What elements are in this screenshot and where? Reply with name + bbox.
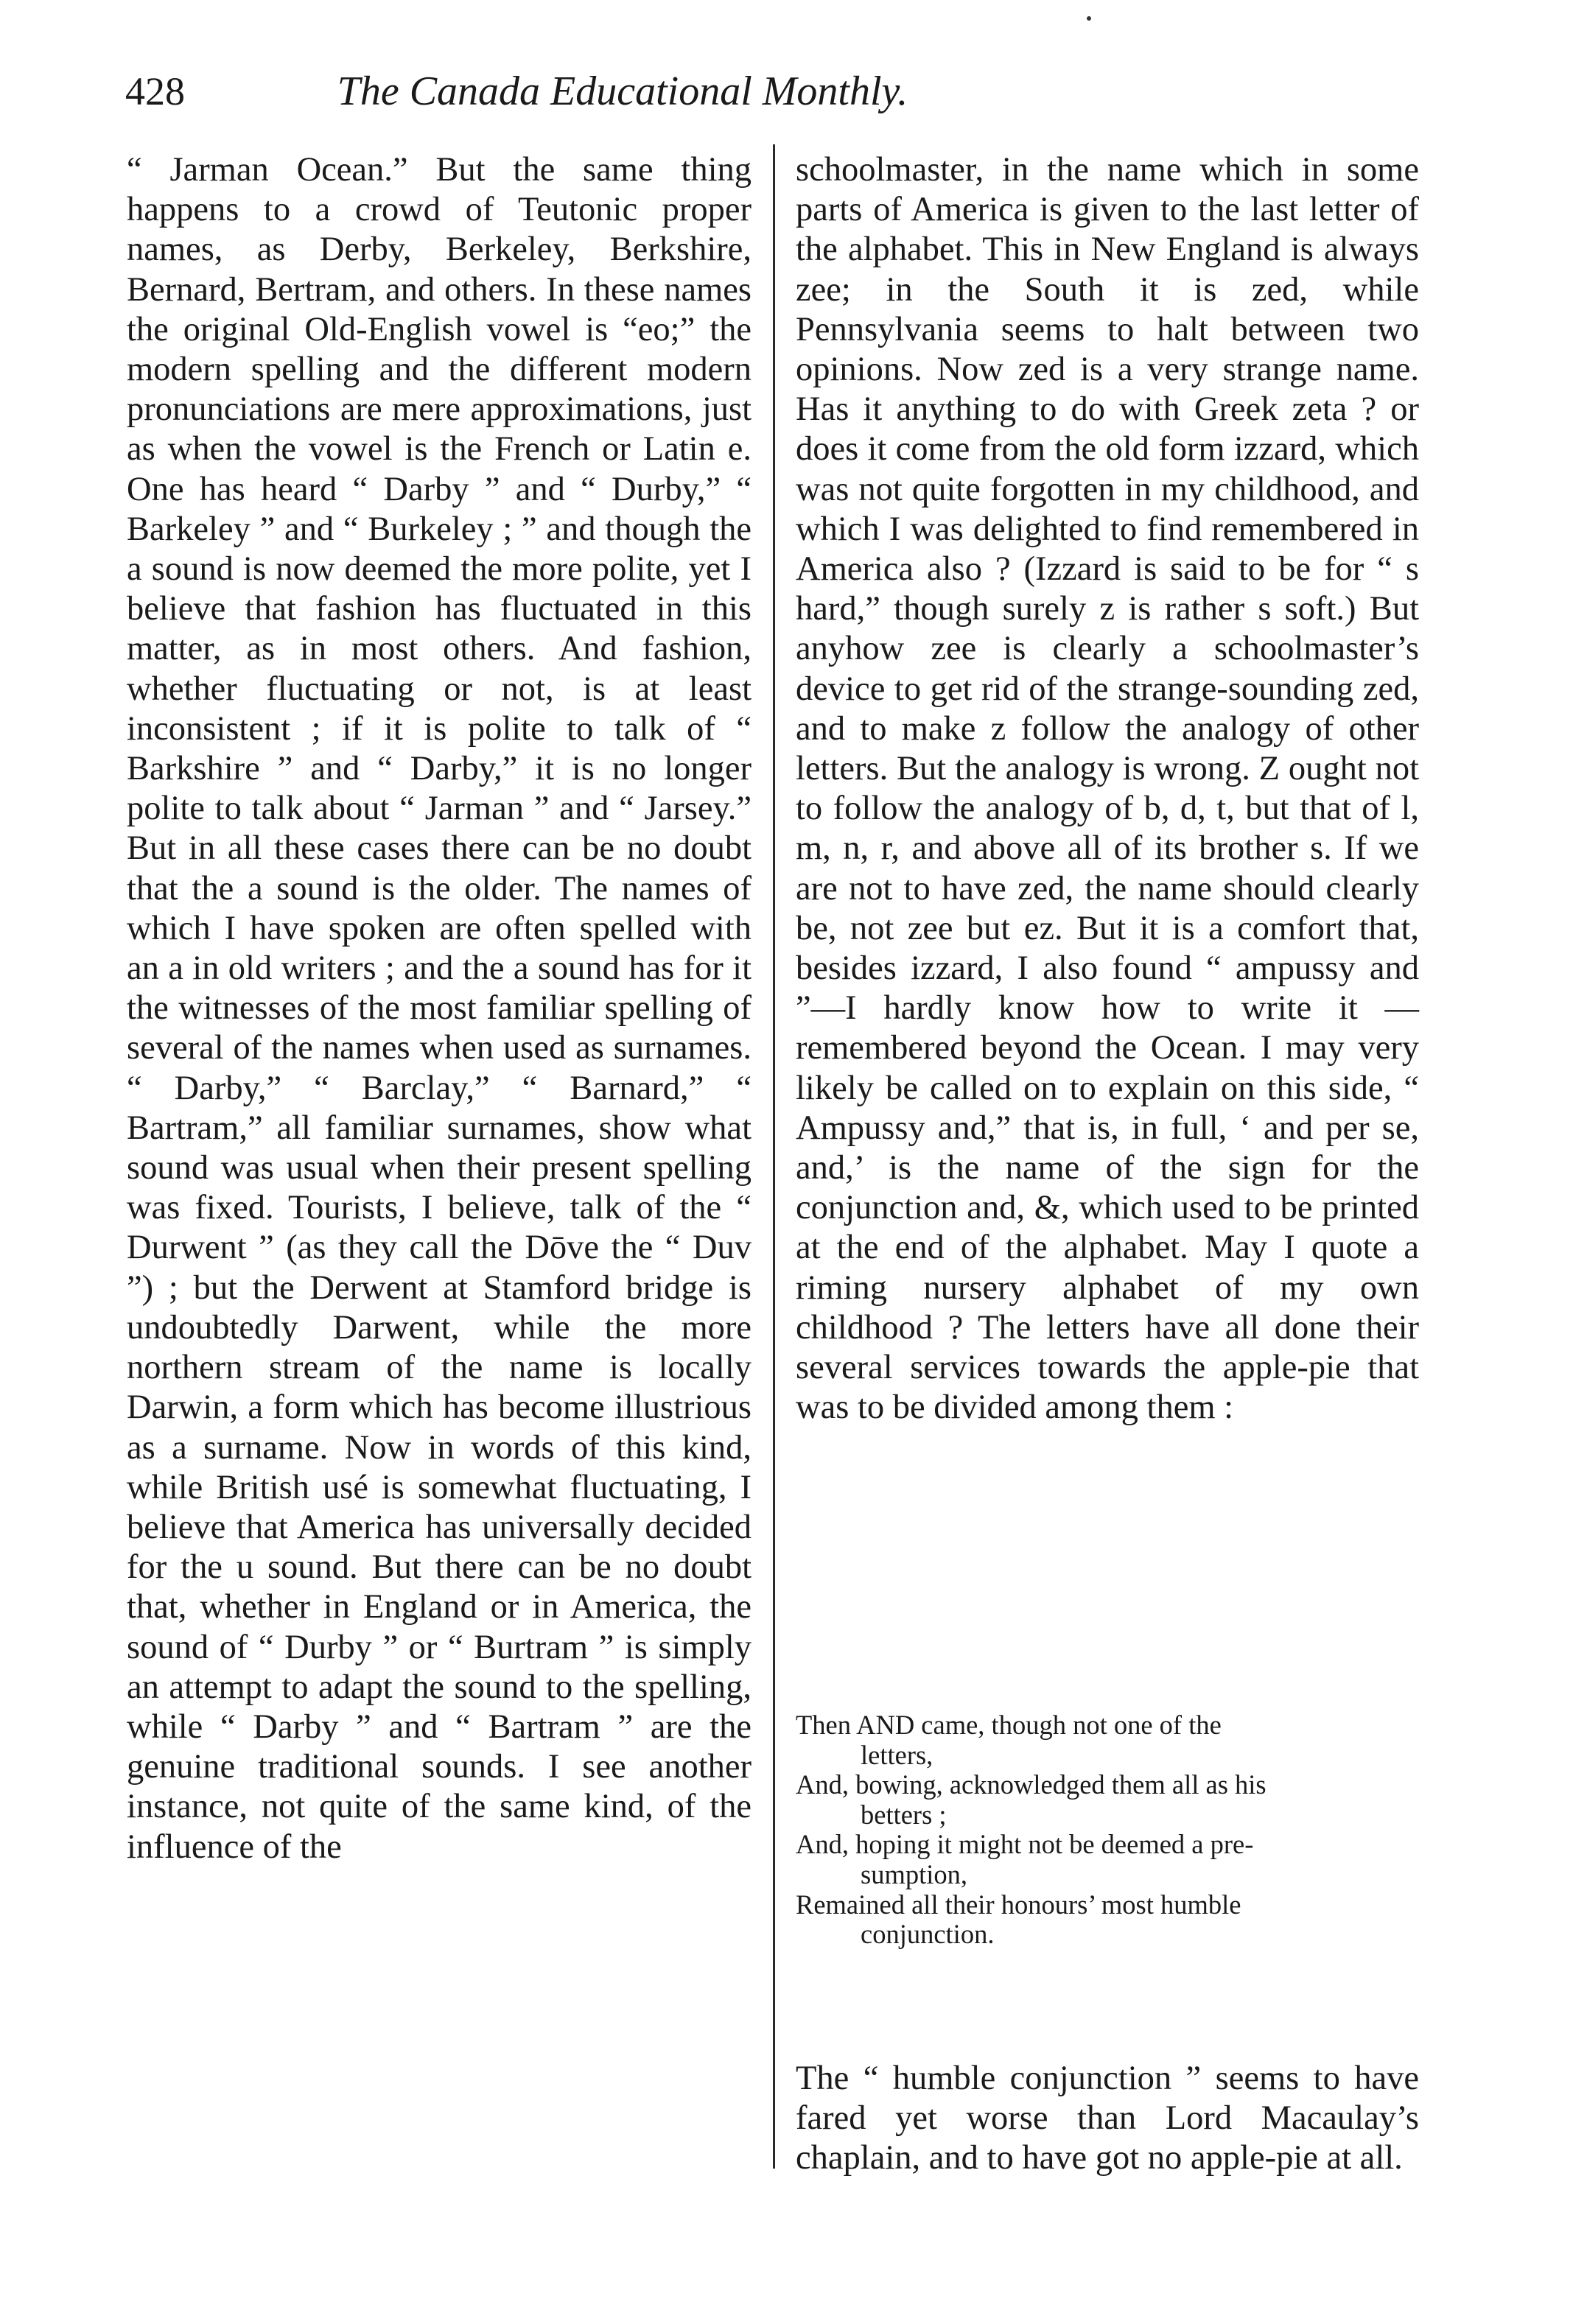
verse-line: Then AND came, though not one of the [796, 1710, 1222, 1740]
verse-line-continuation: betters ; [861, 1799, 947, 1830]
left-column [127, 150, 752, 1867]
left-column-text: “ Jarman Ocean.” But the same thing happens to a crowd of Teutonic proper names, as Derby, Berkeley, Berkshire, Bernard, Bertram, and others. In these names the original Old-English vowel is “eo;” the modern spelling and the different modern pronunciations are mere approximations, just as when the vowel is the French or Latin e. One has heard “ Darby ” and “ Durby,” “ Barkeley ” and “ Burkeley ; ” and though the a sound is now deemed the more polite, yet I believe that fashion has fluctuated in this matter, as in most others. And fashion, whether fluctuating or not, is at least inconsistent ; if it is polite to talk of “ Barkshire ” and “ Darby,” it is no longer polite to talk about “ Jarman ” and “ Jarsey.” But in all these cases there can be no doubt that the a sound is the older. The names of which I have spoken are often spelled with an a in old writers ; and the a sound has for it the witnesses of the most familiar spelling of several of the names when used as surnames. “ Darby,” “ Barclay,” “ Barnard,” “ Bartram,” all familiar surnames, show what sound was usual when their present spelling was fixed. Tourists, I believe, talk of the “ Durwent ” (as they call the Dōve the “ Duv ”) ; but the Derwent at Stamford bridge is undoubtedly Darwent, while the more northern stream of the name is locally Darwin, a form which has become illustrious as a surname. Now in words of this kind, while British usé is somewhat fluctuating, I believe that America has universally decided for the u sound. But there can be no doubt that, whether in England or in America, the sound of “ Durby ” or “ Burtram ” is simply an attempt to adapt the sound to the spelling, while “ Darby ” and “ Bartram ” are the genuine traditional sounds. I see another instance, not quite of the same kind, of the influence of the [127, 151, 752, 1866]
print-speck [1087, 16, 1091, 21]
right-column [796, 150, 1419, 1428]
verse-line-continuation: letters, [861, 1739, 933, 1770]
page-number: 428 [125, 69, 185, 113]
right-column-text: schoolmaster, in the name which in some parts of America is given to the last letter of the alphabet. This in New England is always zee; in the South it is zed, while Pennsylvania seems to halt between two opinions. Now zed is a very strange name. Has it anything to do with Greek zeta ? or does it come from the old form izzard, which was not quite forgotten in my childhood, and which I was delighted to find remembered in America also ? (Izzard is said to be for “ s hard,” though surely z is rather s soft.) But anyhow zee is clearly a schoolmaster’s device to get rid of the strange-sounding zed, and to make z follow the analogy of other letters. But the analogy is wrong. Z ought not to follow the analogy of b, d, t, but that of l, m, n, r, and above all of its brother s. If we are not to have zed, the name should clearly be, not zee but ez. But it is a comfort that, besides izzard, I also found “ ampussy and ”—I hardly know how to write it —remembered beyond the Ocean. I may very likely be called on to explain on this side, “ Ampussy and,” that is, in full, ‘ and per se, and,’ is the name of the sign for the conjunction and, &, which used to be printed at the end of the alphabet. May I quote a riming nursery alphabet of my own childhood ? The letters have all done their several services towards the apple-pie that was to be divided among them : [796, 151, 1419, 1427]
verse-line: Remained all their honours’ most humble [796, 1889, 1241, 1920]
journal-title: The Canada Educational Monthly. [337, 69, 908, 114]
verse-line-continuation: sumption, [861, 1858, 968, 1889]
running-head [125, 62, 1120, 121]
column-rule [773, 144, 775, 2169]
verse-line-continuation: conjunction. [861, 1919, 995, 1950]
nursery-verse [796, 1710, 1419, 1950]
verse-line: And, bowing, acknowledged them all as his [796, 1769, 1267, 1800]
closing-text: The “ humble conjunction ” seems to have fared yet worse than Lord Macaulay’s chaplain, and to have got no apple-pie at all. [796, 2059, 1419, 2177]
verse-line: And, hoping it might not be deemed a pre- [796, 1829, 1254, 1860]
closing-paragraph [796, 2024, 1419, 2213]
